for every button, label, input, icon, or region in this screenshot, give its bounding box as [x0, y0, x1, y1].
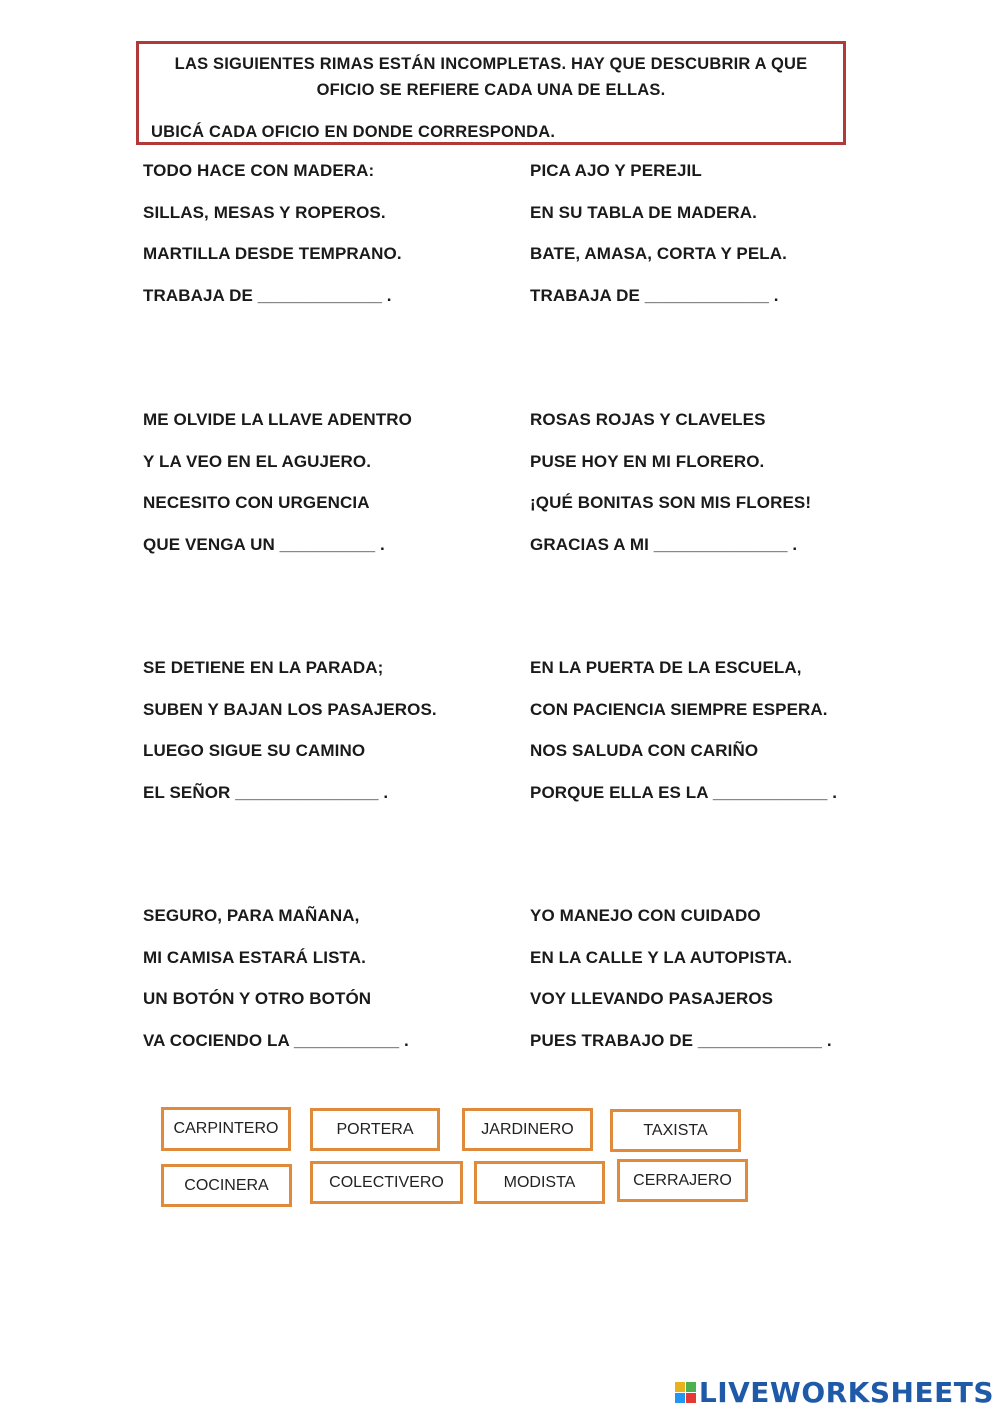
rhyme-line: BATE, AMASA, CORTA Y PELA.: [530, 244, 787, 263]
rhyme-line: YO MANEJO CON CUIDADO: [530, 906, 761, 925]
rhyme-line: CON PACIENCIA SIEMPRE ESPERA.: [530, 699, 828, 719]
rhyme-line: MI CAMISA ESTARÁ LISTA.: [143, 947, 366, 967]
instructions-box: [136, 41, 846, 145]
instruction-line-1: LAS SIGUIENTES RIMAS ESTÁN INCOMPLETAS. HAY QUE DESCUBRIR A QUE: [174, 55, 808, 73]
rhyme-line: ROSAS ROJAS Y CLAVELES: [530, 410, 766, 429]
option-cerrajero[interactable]: CERRAJERO: [617, 1159, 748, 1202]
rhyme-cerrajero: [143, 410, 493, 576]
rhyme-cocinera: [530, 161, 880, 327]
rhyme-taxista: [530, 906, 880, 1072]
rhyme-line: EN SU TABLA DE MADERA.: [530, 202, 757, 222]
instruction-line-2: OFICIO SE REFIERE CADA UNA DE ELLAS.: [316, 81, 666, 99]
option-carpintero[interactable]: CARPINTERO: [161, 1107, 291, 1151]
rhyme-line: SILLAS, MESAS Y ROPEROS.: [143, 202, 386, 222]
rhyme-carpintero: [143, 161, 493, 327]
rhyme-modista: [143, 906, 493, 1072]
rhyme-answer-line[interactable]: PUES TRABAJO DE _____________ .: [530, 1030, 832, 1050]
rhyme-line: MARTILLA DESDE TEMPRANO.: [143, 244, 402, 263]
rhyme-line: EN LA PUERTA DE LA ESCUELA,: [530, 658, 802, 677]
rhyme-line: UN BOTÓN Y OTRO BOTÓN: [143, 989, 372, 1008]
logo-square: [675, 1393, 685, 1403]
rhyme-line: NECESITO CON URGENCIA: [143, 493, 370, 512]
liveworksheets-logo: [675, 1377, 994, 1407]
rhyme-line: PICA AJO Y PEREJIL: [530, 161, 702, 180]
rhyme-line: EN LA CALLE Y LA AUTOPISTA.: [530, 947, 793, 967]
liveworksheets-icon: [675, 1382, 696, 1403]
option-cocinera[interactable]: COCINERA: [161, 1164, 292, 1207]
rhyme-answer-line[interactable]: QUE VENGA UN __________ .: [143, 534, 385, 554]
rhyme-portera: [530, 658, 880, 824]
logo-square: [675, 1382, 685, 1392]
rhyme-colectivero: [143, 658, 493, 824]
option-taxista[interactable]: TAXISTA: [610, 1109, 741, 1152]
rhyme-line: PUSE HOY EN MI FLORERO.: [530, 451, 765, 471]
rhyme-answer-line[interactable]: PORQUE ELLA ES LA ____________ .: [530, 782, 838, 802]
rhyme-answer-line[interactable]: TRABAJA DE _____________ .: [530, 285, 779, 305]
rhyme-line: SUBEN Y BAJAN LOS PASAJEROS.: [143, 699, 437, 719]
option-modista[interactable]: MODISTA: [474, 1161, 605, 1204]
logo-square: [686, 1393, 696, 1403]
rhyme-line: VOY LLEVANDO PASAJEROS: [530, 989, 774, 1008]
rhyme-jardinero: [530, 410, 880, 576]
brand-text: LIVEWORKSHEETS: [698, 1375, 994, 1409]
rhyme-line: NOS SALUDA CON CARIÑO: [530, 741, 759, 760]
rhyme-answer-line[interactable]: EL SEÑOR _______________ .: [143, 782, 389, 802]
rhyme-line: ME OLVIDE LA LLAVE ADENTRO: [143, 410, 412, 429]
rhyme-line: SEGURO, PARA MAÑANA,: [143, 906, 360, 925]
logo-square: [686, 1382, 696, 1392]
rhyme-line: Y LA VEO EN EL AGUJERO.: [143, 451, 372, 471]
rhyme-line: LUEGO SIGUE SU CAMINO: [143, 741, 366, 760]
option-colectivero[interactable]: COLECTIVERO: [310, 1161, 463, 1204]
option-portera[interactable]: PORTERA: [310, 1108, 440, 1151]
rhyme-line: TODO HACE CON MADERA:: [143, 161, 375, 180]
rhyme-line: SE DETIENE EN LA PARADA;: [143, 658, 384, 677]
instruction-line-3: UBICÁ CADA OFICIO EN DONDE CORRESPONDA.: [151, 123, 556, 141]
rhyme-answer-line[interactable]: VA COCIENDO LA ___________ .: [143, 1030, 409, 1050]
rhyme-answer-line[interactable]: TRABAJA DE _____________ .: [143, 285, 392, 305]
option-jardinero[interactable]: JARDINERO: [462, 1108, 593, 1151]
rhyme-answer-line[interactable]: GRACIAS A MI ______________ .: [530, 534, 798, 554]
rhyme-line: ¡QUÉ BONITAS SON MIS FLORES!: [530, 493, 812, 512]
